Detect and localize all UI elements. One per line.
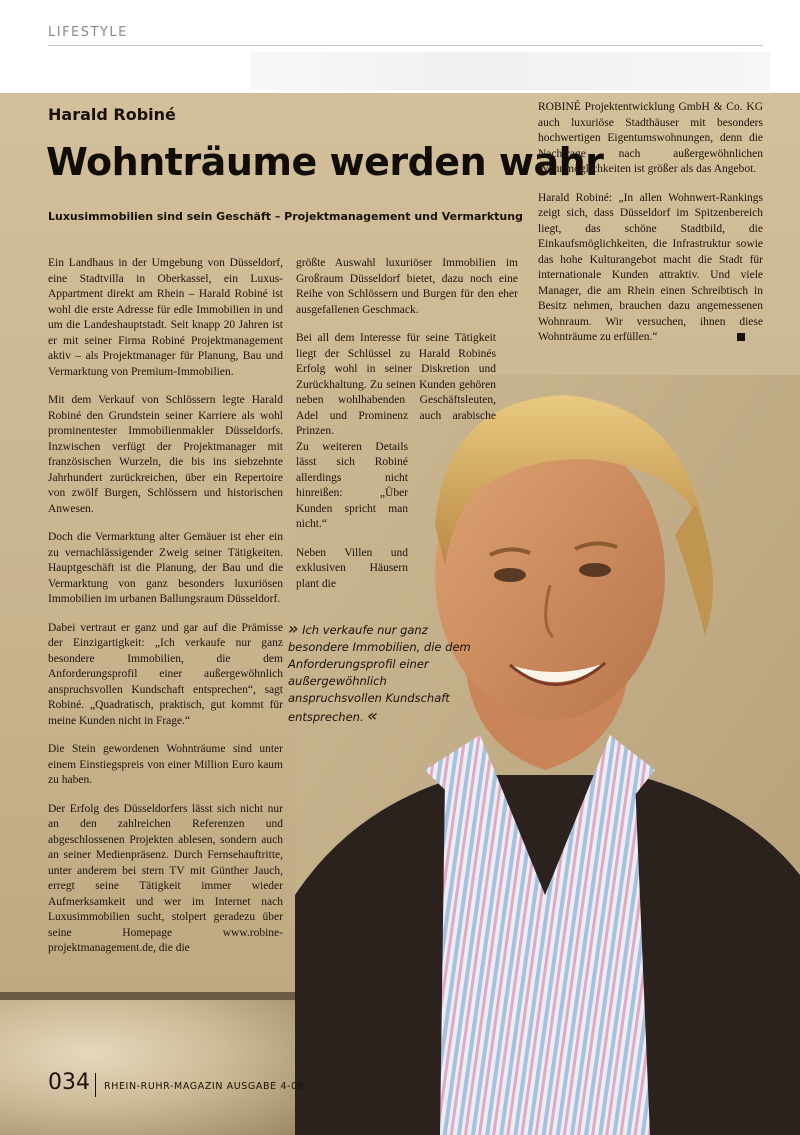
paragraph: Der Erfolg des Düsseldorfers lässt sich nicht nur an den zahlreichen Referenzen und abgeschlossenen Projekten ablesen, sondern auch an seiner Medienpräsenz. Durch Fernsehauftritte, unter anderem bei stern TV mit Günther Jauch, erregt seine Tätigkeit immer wieder Aufmerksamkeit und wer im Internet nach Luxusimmobilien sucht, stolpert geradezu über seine Homepage www.robine-projektmanagement.de, die die bbox=[48, 802, 283, 954]
pull-quote bbox=[288, 620, 476, 726]
pull-quote-text: Ich verkaufe nur ganz besondere Immobilien, die dem Anforderungsprofil einer außergewöhnlich anspruchsvollen Kundschaft entsprechen. bbox=[288, 623, 471, 724]
end-of-article-mark bbox=[737, 333, 745, 341]
quote-close-mark: « bbox=[367, 706, 378, 725]
paragraph: Doch die Vermarktung alter Gemäuer ist eher ein zu vernachlässigender Zweig seiner Tätigkeiten. Hauptgeschäft ist die Planung, der Bau und die Vermarktung von ganz besonders luxuriösen Immobilien im urbanen Ballungsraum Düsseldorf. bbox=[48, 531, 283, 605]
text-column-2 bbox=[296, 256, 518, 605]
paragraph: Neben Villen und exklusiven Häusern plant die bbox=[296, 546, 408, 590]
section-label: LIFESTYLE bbox=[48, 25, 128, 40]
paragraph bbox=[538, 191, 763, 346]
text-column-1 bbox=[48, 256, 283, 970]
article-subhead: Luxusimmobilien sind sein Geschäft – Projektmanagement und Vermarktung bbox=[48, 210, 523, 223]
page-number: 034 bbox=[48, 1070, 90, 1095]
paragraph: Ein Landhaus in der Umgebung von Düsseldorf, eine Stadtvilla in Oberkassel, ein Luxus-Appartment direkt am Rhein – Harald Robiné ist wohl die erste Adresse für edle Immobilien in und um die Landeshauptstadt. Seit knapp 20 Jahren ist er mit seiner Firma Robiné Projektmanagement aktiv – als Projektmanager für Planung, Bau und Vermarktung von Premium-Immobilien. bbox=[48, 257, 283, 378]
article-headline: Wohnträume werden wahr bbox=[46, 140, 604, 184]
quote-open-mark: » bbox=[288, 619, 299, 638]
texture-band bbox=[0, 992, 300, 1000]
magazine-issue: RHEIN-RUHR-MAGAZIN AUSGABE 4-08 bbox=[104, 1081, 305, 1092]
paragraph: Dabei vertraut er ganz und gar auf die Prämisse der Einzigartigkeit: „Ich verkaufe nur ganz besondere Immobilien, die dem Anforderungsprofil einer außergewöhnlich anspruchsvollen Kundschaft entsprechen“, sagt Robiné. „Quadratisch, praktisch, gut kommt für meine Kunden nicht in Frage.“ bbox=[48, 621, 283, 727]
paragraph: Bei all dem Interesse für seine Tätigkeit liegt der Schlüssel zu Harald Robinés Erfolg wohl in seiner Diskretion und Zurückhaltung. Zu seinen Kunden gehören neben wohlhabenden Geschäftsleuten, Adel und Prominenz auch arabische Prinzen. bbox=[296, 332, 496, 437]
paragraph: größte Auswahl luxuriöser Immobilien im Großraum Düsseldorf bietet, dazu noch eine Reihe von Schlössern und Burgen für den eher ausgefallenen Geschmack. bbox=[296, 257, 518, 316]
paragraph: ROBINÉ Projektentwicklung GmbH & Co. KG auch luxuriöse Stadthäuser mit besonders hochwertigen Eigentumswohnungen, denn die Nachfrage nach außergewöhnlichen Wohnmöglichkeiten ist größer als das Angebot. bbox=[538, 101, 763, 175]
text-column-3 bbox=[538, 100, 763, 359]
article-kicker: Harald Robiné bbox=[48, 105, 176, 124]
header-rule bbox=[48, 45, 763, 46]
marble-texture bbox=[0, 1000, 300, 1135]
page-header bbox=[0, 0, 800, 93]
header-ghost-strip bbox=[250, 52, 770, 90]
paragraph: Die Stein gewordenen Wohnträume sind unter einem Einstiegspreis von einer Million Euro kaum zu haben. bbox=[48, 743, 283, 786]
closing-paragraph-text: Harald Robiné: „In allen Wohnwert-Rankings zeigt sich, dass Düsseldorf im Spitzenbereich liegt, das schöne Stadtbild, die Einkaufsmöglichkeiten, die Infrastruktur sowie das hohe Kulturangebot macht die Stadt für internationale Kunden attraktiv. Und viele Manager, die am Rhein einen Schreibtisch in Besitz nehmen, brauchen dazu angemessenen Wohnraum. Wir versuchen, ihnen diese Wohnträume zu erfüllen.“ bbox=[538, 191, 763, 343]
paragraph: Zu weiteren Details lässt sich Robiné allerdings nicht hinreißen: „Über Kunden spricht man nicht.“ bbox=[296, 440, 408, 530]
paragraph: Mit dem Verkauf von Schlössern legte Harald Robiné den Grundstein seiner Karriere als wohl prominentester Immobilienmakler Düsseldorfs. Inzwischen verfügt der Projektmanager mit französischen Wurzeln, die bis ins siebzehnte Jahrhundert zurückreichen, über ein Repertoire von zwölf Burgen, Schlössern und historischen Anwesen. bbox=[48, 394, 283, 515]
footer-separator bbox=[95, 1073, 96, 1097]
